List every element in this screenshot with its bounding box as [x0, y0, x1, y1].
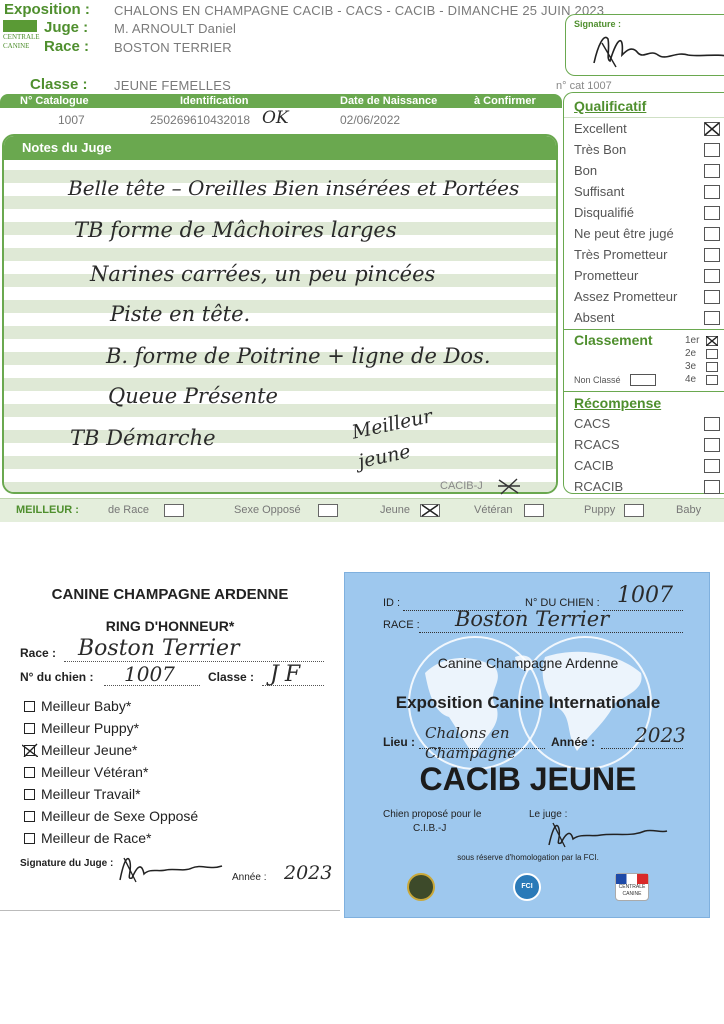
- signature-label: Signature :: [574, 19, 622, 29]
- meilleur-jeune-note: Meilleur jeune: [350, 405, 435, 473]
- recompense-title: Récompense: [574, 395, 662, 411]
- qualificatif-checkbox[interactable]: [704, 269, 720, 283]
- ring-option-checked[interactable]: Meilleur Jeune*: [24, 742, 138, 758]
- qualificatif-option: Ne peut être jugé: [574, 226, 674, 241]
- centrale-canine-logo: CENTRALE CANINE: [3, 20, 37, 50]
- cacib-lieu-label: Lieu :: [383, 735, 415, 749]
- notes-box: [2, 134, 558, 494]
- recompense-checkbox[interactable]: [704, 438, 720, 452]
- meilleur-option: Jeune: [380, 504, 410, 516]
- cacib-chien-value: 1007: [617, 583, 673, 608]
- exposition-value: CHALONS EN CHAMPAGNE CACIB - CACS - CACIB - DIMANCHE 25 JUIN 2023: [114, 3, 605, 18]
- ring-race-value: Boston Terrier: [78, 636, 240, 661]
- non-classe-label: Non Classé: [574, 375, 621, 385]
- ring-option[interactable]: Meilleur Vétéran*: [24, 764, 148, 780]
- centrale-canine-badge-icon: CENTRALE CANINE: [615, 873, 649, 901]
- qualificatif-option: Assez Prometteur: [574, 289, 678, 304]
- qualificatif-checkbox-checked[interactable]: [704, 122, 720, 136]
- col-catalogue: N° Catalogue: [20, 95, 89, 107]
- recompense-checkbox[interactable]: [704, 459, 720, 473]
- qualificatif-option: Excellent: [574, 121, 627, 136]
- qualificatif-option: Bon: [574, 163, 598, 178]
- ring-annee-label: Année :: [232, 872, 267, 883]
- cacib-chien-label: N° DU CHIEN :: [525, 597, 600, 609]
- qualificatif-option: Très Prometteur: [574, 247, 668, 262]
- qualificatif-option: Suffisant: [574, 184, 625, 199]
- qualificatif-checkbox[interactable]: [704, 311, 720, 325]
- rank-label: 4e: [685, 374, 697, 385]
- signature-box: [565, 14, 724, 76]
- cacib-org-name: Canine Champagne Ardenne: [437, 655, 619, 671]
- rank-checkbox-checked[interactable]: [706, 336, 718, 346]
- meilleur-option: Puppy: [584, 504, 616, 516]
- note-line: Piste en tête.: [110, 302, 251, 326]
- col-confirmer: à Confirmer: [474, 95, 536, 107]
- catalogue-number-note: n° cat 1007: [556, 80, 612, 92]
- cacib-jeune-title: CACIB JEUNE: [419, 761, 637, 797]
- ring-option[interactable]: Meilleur Baby*: [24, 698, 131, 714]
- ring-bottom-divider: [0, 910, 340, 911]
- recompense-checkbox[interactable]: [704, 417, 720, 431]
- meilleur-option: Sexe Opposé: [234, 504, 301, 516]
- meilleur-checkbox[interactable]: [318, 504, 338, 517]
- rank-checkbox[interactable]: [706, 362, 718, 372]
- recompense-option: RCACIB: [574, 479, 624, 494]
- identification-ok: OK: [262, 108, 289, 128]
- qualificatif-option: Très Bon: [574, 142, 627, 157]
- cacib-race-label: RACE :: [383, 619, 420, 631]
- ring-option[interactable]: Meilleur de Sexe Opposé: [24, 808, 198, 824]
- ring-chien-label: N° du chien :: [20, 670, 94, 684]
- cacib-race-value: Boston Terrier: [455, 607, 610, 631]
- cacib-j-label: CACIB-J: [440, 480, 483, 492]
- meilleur-label: MEILLEUR :: [16, 504, 79, 516]
- race-value: BOSTON TERRIER: [114, 40, 232, 55]
- cacib-jeune-card: [344, 572, 710, 918]
- note-line: Queue Présente: [108, 384, 278, 408]
- naissance-value: 02/06/2022: [340, 113, 401, 127]
- cacib-annee-label: Année :: [551, 735, 596, 749]
- ring-chien-value: 1007: [124, 662, 175, 686]
- note-line: Belle tête – Oreilles Bien insérées et Portées: [68, 176, 520, 200]
- rank-checkbox[interactable]: [706, 349, 718, 359]
- recompense-option: CACIB: [574, 458, 614, 473]
- qualificatif-checkbox[interactable]: [704, 248, 720, 262]
- identification-value: 250269610432018: [150, 113, 251, 127]
- cacib-propose-label: Chien proposé pour le: [383, 809, 482, 820]
- qualificatif-checkbox[interactable]: [704, 185, 720, 199]
- meilleur-option: de Race: [108, 504, 149, 516]
- meilleur-checkbox[interactable]: [164, 504, 184, 517]
- rank-label: 3e: [685, 361, 697, 372]
- rank-checkbox[interactable]: [706, 375, 718, 385]
- ring-classe-value: JF: [270, 662, 307, 687]
- exposition-label: Exposition :: [4, 1, 90, 18]
- classe-value: JEUNE FEMELLES: [114, 78, 231, 93]
- note-line: TB forme de Mâchoires larges: [74, 218, 397, 242]
- cacib-propose-value: C.I.B.-J: [413, 823, 447, 834]
- qualificatif-checkbox[interactable]: [704, 206, 720, 220]
- ring-race-label: Race :: [20, 646, 57, 660]
- juge-value: M. ARNOULT Daniel: [114, 21, 237, 36]
- meilleur-bar: [0, 498, 724, 522]
- ring-option[interactable]: Meilleur Puppy*: [24, 720, 139, 736]
- race-label: Race :: [44, 38, 90, 55]
- juge-label: Juge :: [44, 19, 89, 36]
- note-line: TB Démarche: [70, 426, 216, 450]
- results-panel: [563, 92, 724, 494]
- qualificatif-checkbox[interactable]: [704, 227, 720, 241]
- cacib-j-cross-mark: [496, 476, 522, 496]
- cacib-judge-signature: [541, 815, 671, 849]
- meilleur-checkbox[interactable]: [524, 504, 544, 517]
- cacib-lieu-value: Chalons en Champagne: [425, 724, 516, 762]
- cacib-annee-value: 2023: [635, 723, 686, 747]
- cacib-juge-label: Le juge :: [529, 809, 568, 820]
- ring-option[interactable]: Meilleur Travail*: [24, 786, 141, 802]
- classement-title: Classement: [574, 332, 653, 348]
- judge-signature: [566, 15, 724, 77]
- ring-annee-value: 2023: [284, 862, 333, 884]
- ring-signature-label: Signature du Juge :: [20, 858, 114, 869]
- meilleur-option: Vétéran: [474, 504, 513, 516]
- recompense-option: RCACS: [574, 437, 620, 452]
- qualificatif-option: Prometteur: [574, 268, 639, 283]
- meilleur-checkbox-checked[interactable]: [420, 504, 440, 517]
- classe-label: Classe :: [30, 76, 88, 93]
- cacib-expo-title: Exposition Canine Internationale: [395, 693, 661, 712]
- ring-honneur-card: [0, 566, 340, 916]
- meilleur-option: Baby: [676, 504, 702, 516]
- col-identification: Identification: [180, 95, 249, 107]
- non-classe-checkbox[interactable]: [630, 374, 656, 386]
- note-line: B. forme de Poitrine + ligne de Dos.: [106, 344, 491, 368]
- qualificatif-title: Qualificatif: [574, 98, 647, 114]
- rank-label: 2e: [685, 348, 697, 359]
- qualificatif-checkbox[interactable]: [704, 143, 720, 157]
- recompense-checkbox[interactable]: [704, 480, 720, 494]
- fci-logo-icon: FCI: [513, 873, 541, 901]
- ring-option[interactable]: Meilleur de Race*: [24, 830, 152, 846]
- qualificatif-option: Disqualifié: [574, 205, 634, 220]
- meilleur-checkbox[interactable]: [624, 504, 644, 517]
- ring-org-title: CANINE CHAMPAGNE ARDENNE: [51, 586, 289, 603]
- cacib-id-label: ID :: [383, 597, 401, 609]
- note-line: Narines carrées, un peu pincées: [90, 262, 436, 286]
- qualificatif-checkbox[interactable]: [704, 290, 720, 304]
- catalogue-value: 1007: [58, 113, 85, 127]
- club-emblem-icon: [407, 873, 435, 901]
- qualificatif-option: Absent: [574, 310, 615, 325]
- recompense-option: CACS: [574, 416, 611, 431]
- ring-title: RING D'HONNEUR*: [105, 618, 235, 634]
- cacib-homologation-note: sous réserve d'homologation par la FCI.: [457, 853, 599, 862]
- ring-classe-label: Classe :: [208, 670, 255, 684]
- ring-judge-signature: [114, 850, 226, 886]
- notes-title: Notes du Juge: [4, 136, 556, 160]
- rank-label: 1er: [685, 335, 700, 346]
- qualificatif-checkbox[interactable]: [704, 164, 720, 178]
- col-naissance: Date de Naissance: [340, 95, 438, 107]
